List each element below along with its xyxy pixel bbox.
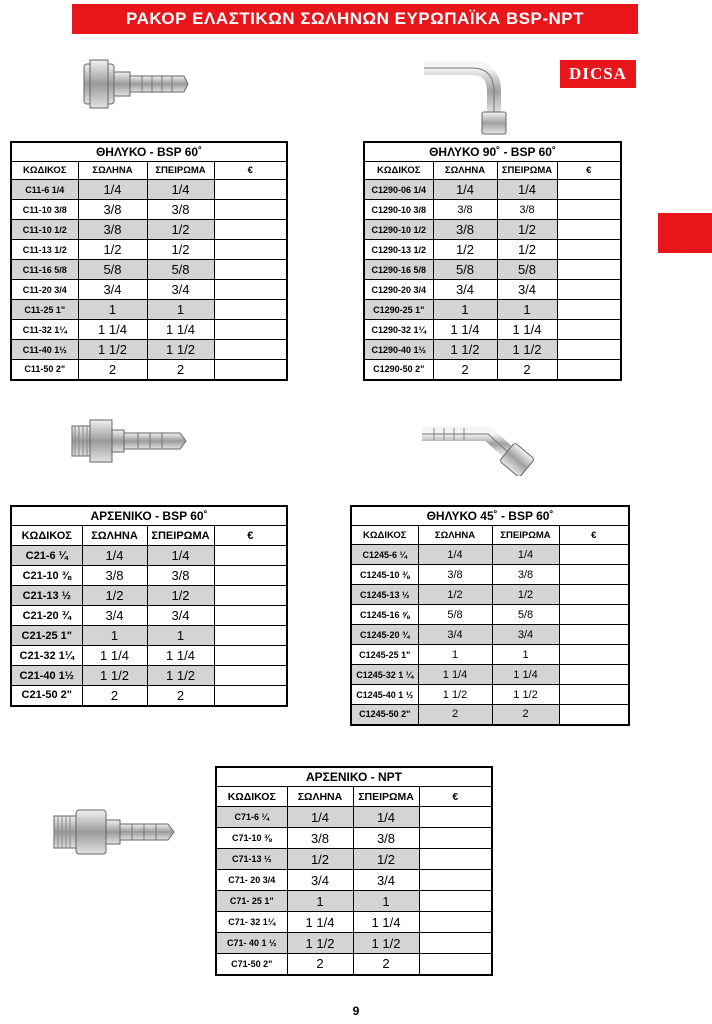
- col-header-price: €: [214, 526, 287, 546]
- row-price: [559, 665, 629, 685]
- col-header-code: ΚΩΔΙΚΟΣ: [351, 526, 418, 545]
- table-row: [364, 340, 621, 360]
- table-row: [351, 605, 629, 625]
- row-price: [419, 933, 492, 954]
- row-code: C1290-13 1/2: [364, 240, 433, 260]
- row-code: C1245-20 ¾: [351, 625, 418, 645]
- col-header-thread: ΣΠΕΙΡΩΜΑ: [497, 162, 557, 180]
- row-hose: 1/2: [287, 849, 353, 870]
- row-thread: 5/8: [492, 605, 559, 625]
- table-row: [11, 586, 287, 606]
- female-45-bsp-table: [350, 505, 630, 726]
- row-code: C1290-50 2": [364, 360, 433, 380]
- row-hose: 1: [287, 891, 353, 912]
- row-hose: 3/8: [433, 220, 497, 240]
- female-bsp-fitting-image: [80, 58, 190, 110]
- female-45-fitting-image: [418, 420, 534, 476]
- row-hose: 1/2: [418, 585, 492, 605]
- row-hose: 3/8: [418, 565, 492, 585]
- table-row: [11, 260, 287, 280]
- table-row: [216, 807, 492, 828]
- row-code: C1245-13 ½: [351, 585, 418, 605]
- col-header-code: ΚΩΔΙΚΟΣ: [216, 787, 287, 807]
- row-code: C1290-25 1": [364, 300, 433, 320]
- row-hose: 2: [418, 705, 492, 725]
- row-hose: 3/8: [82, 566, 147, 586]
- row-price: [214, 300, 287, 320]
- table-row: [216, 870, 492, 891]
- row-thread: 1 1/2: [353, 933, 419, 954]
- col-header-thread: ΣΠΕΙΡΩΜΑ: [147, 162, 214, 180]
- row-hose: 5/8: [78, 260, 147, 280]
- row-code: C1245-25 1": [351, 645, 418, 665]
- row-hose: 1: [82, 626, 147, 646]
- row-price: [557, 340, 621, 360]
- row-hose: 2: [82, 686, 147, 706]
- row-hose: 1 1/4: [82, 646, 147, 666]
- table-row: [364, 360, 621, 380]
- table-row: [351, 545, 629, 565]
- row-hose: 1 1/2: [82, 666, 147, 686]
- row-price: [557, 280, 621, 300]
- col-header-thread: ΣΠΕΙΡΩΜΑ: [353, 787, 419, 807]
- row-code: C1290-10 3/8: [364, 200, 433, 220]
- row-hose: 1/2: [78, 240, 147, 260]
- table-row: [11, 280, 287, 300]
- table-row: [216, 954, 492, 975]
- row-hose: 1: [78, 300, 147, 320]
- table-row: [364, 240, 621, 260]
- row-price: [214, 686, 287, 706]
- col-header-price: €: [557, 162, 621, 180]
- table-row: [11, 200, 287, 220]
- row-hose: 1/2: [433, 240, 497, 260]
- table-row: [11, 320, 287, 340]
- row-thread: 1 1/4: [353, 912, 419, 933]
- row-hose: 2: [78, 360, 147, 380]
- row-price: [214, 180, 287, 200]
- col-header-hose: ΣΩΛΗΝΑ: [82, 526, 147, 546]
- col-header-thread: ΣΠΕΙΡΩΜΑ: [492, 526, 559, 545]
- row-price: [559, 625, 629, 645]
- row-code: C21-20 ¾: [11, 606, 82, 626]
- row-price: [557, 180, 621, 200]
- row-price: [557, 300, 621, 320]
- row-code: C1290-32 1¼: [364, 320, 433, 340]
- row-code: C71- 40 1 ½: [216, 933, 287, 954]
- row-thread: 3/8: [353, 828, 419, 849]
- row-hose: 3/4: [418, 625, 492, 645]
- row-code: C71- 32 1¼: [216, 912, 287, 933]
- table-row: [11, 666, 287, 686]
- table-row: [351, 645, 629, 665]
- female-90-bsp-table: [363, 141, 622, 381]
- row-thread: 3/4: [147, 606, 214, 626]
- row-thread: 1 1/4: [147, 320, 214, 340]
- row-hose: 1: [418, 645, 492, 665]
- row-thread: 1/2: [497, 220, 557, 240]
- row-hose: 1 1/4: [418, 665, 492, 685]
- row-price: [214, 626, 287, 646]
- page-title: ΡΑΚΟΡ ΕΛΑΣΤΙΚΩΝ ΣΩΛΗΝΩΝ ΕΥΡΩΠΑΪΚΑ BSP-NPT: [72, 4, 638, 34]
- row-price: [214, 606, 287, 626]
- row-thread: 1 1/4: [492, 665, 559, 685]
- table-row: [11, 240, 287, 260]
- row-code: C11-32 1¼: [11, 320, 78, 340]
- table-row: [364, 320, 621, 340]
- row-hose: 1/4: [418, 545, 492, 565]
- male-bsp-fitting-image: [70, 418, 188, 464]
- row-thread: 5/8: [147, 260, 214, 280]
- row-price: [557, 360, 621, 380]
- col-header-hose: ΣΩΛΗΝΑ: [287, 787, 353, 807]
- col-header-code: ΚΩΔΙΚΟΣ: [11, 526, 82, 546]
- row-thread: 1: [353, 891, 419, 912]
- row-code: C71-13 ½: [216, 849, 287, 870]
- row-code: C1245-50 2": [351, 705, 418, 725]
- row-hose: 1/2: [82, 586, 147, 606]
- row-price: [419, 912, 492, 933]
- row-price: [557, 220, 621, 240]
- table-row: [11, 360, 287, 380]
- row-code: C11-16 5/8: [11, 260, 78, 280]
- row-price: [214, 280, 287, 300]
- table-row: [364, 300, 621, 320]
- row-thread: 1/2: [497, 240, 557, 260]
- row-thread: 3/4: [353, 870, 419, 891]
- row-thread: 1/2: [147, 586, 214, 606]
- row-thread: 1 1/2: [147, 340, 214, 360]
- table-row: [216, 891, 492, 912]
- row-price: [557, 320, 621, 340]
- table-row: [351, 685, 629, 705]
- row-thread: 3/4: [497, 280, 557, 300]
- row-thread: 1/4: [353, 807, 419, 828]
- row-thread: 1/4: [492, 545, 559, 565]
- row-thread: 1/4: [147, 180, 214, 200]
- col-header-code: ΚΩΔΙΚΟΣ: [11, 162, 78, 180]
- row-price: [559, 545, 629, 565]
- row-hose: 1/4: [78, 180, 147, 200]
- row-thread: 2: [497, 360, 557, 380]
- row-code: C11-40 1½: [11, 340, 78, 360]
- row-hose: 1/4: [287, 807, 353, 828]
- row-code: C1245-10 ⅜: [351, 565, 418, 585]
- row-code: C21-10 ⅜: [11, 566, 82, 586]
- table-row: [11, 626, 287, 646]
- row-code: C71-6 ¼: [216, 807, 287, 828]
- row-code: C11-20 3/4: [11, 280, 78, 300]
- row-hose: 1 1/2: [287, 933, 353, 954]
- table-row: [351, 705, 629, 725]
- male-npt-fitting-image: [50, 808, 178, 856]
- table-row: [351, 665, 629, 685]
- row-thread: 5/8: [497, 260, 557, 280]
- col-header-price: €: [419, 787, 492, 807]
- row-price: [214, 546, 287, 566]
- row-hose: 2: [287, 954, 353, 975]
- row-thread: 3/8: [147, 200, 214, 220]
- row-thread: 1: [147, 626, 214, 646]
- row-code: C11-25 1": [11, 300, 78, 320]
- table-row: [11, 606, 287, 626]
- row-price: [214, 320, 287, 340]
- row-code: C1290-16 5/8: [364, 260, 433, 280]
- row-code: C21-6 ¼: [11, 546, 82, 566]
- row-code: C1245-32 1 ¼: [351, 665, 418, 685]
- row-price: [419, 849, 492, 870]
- page-number: 9: [352, 1004, 360, 1018]
- table-row: [216, 828, 492, 849]
- row-thread: 1/4: [147, 546, 214, 566]
- row-thread: 3/8: [492, 565, 559, 585]
- row-hose: 5/8: [433, 260, 497, 280]
- row-price: [214, 220, 287, 240]
- col-header-price: €: [214, 162, 287, 180]
- row-price: [557, 260, 621, 280]
- row-hose: 3/8: [78, 220, 147, 240]
- row-thread: 1/2: [492, 585, 559, 605]
- row-code: C1290-20 3/4: [364, 280, 433, 300]
- side-tab-marker: [658, 213, 712, 253]
- row-hose: 1/4: [433, 180, 497, 200]
- row-price: [419, 891, 492, 912]
- table-row: [11, 646, 287, 666]
- row-code: C71- 20 3/4: [216, 870, 287, 891]
- row-hose: 3/4: [433, 280, 497, 300]
- row-thread: 1/2: [147, 220, 214, 240]
- row-thread: 2: [147, 686, 214, 706]
- row-thread: 1 1/2: [147, 666, 214, 686]
- row-code: C11-10 3/8: [11, 200, 78, 220]
- male-bsp-table: [10, 505, 288, 707]
- row-thread: 2: [353, 954, 419, 975]
- row-thread: 1/2: [353, 849, 419, 870]
- row-code: C21-25 1": [11, 626, 82, 646]
- row-hose: 1 1/2: [433, 340, 497, 360]
- row-price: [214, 646, 287, 666]
- row-price: [557, 240, 621, 260]
- table-row: [11, 546, 287, 566]
- row-code: C1290-06 1/4: [364, 180, 433, 200]
- table-row: [364, 260, 621, 280]
- row-price: [419, 954, 492, 975]
- row-code: C21-40 1½: [11, 666, 82, 686]
- table-row: [11, 566, 287, 586]
- table-title: ΘΗΛΥΚΟ - BSP 60˚: [11, 142, 287, 162]
- row-code: C1245-16 ⅝: [351, 605, 418, 625]
- row-thread: 1/4: [497, 180, 557, 200]
- row-thread: 1 1/4: [497, 320, 557, 340]
- row-thread: 1: [492, 645, 559, 665]
- col-header-code: ΚΩΔΙΚΟΣ: [364, 162, 433, 180]
- row-thread: 3/4: [492, 625, 559, 645]
- row-price: [214, 240, 287, 260]
- table-row: [11, 180, 287, 200]
- row-hose: 1: [433, 300, 497, 320]
- row-hose: 3/8: [433, 200, 497, 220]
- row-price: [559, 705, 629, 725]
- row-hose: 1 1/4: [78, 320, 147, 340]
- row-code: C1290-40 1½: [364, 340, 433, 360]
- row-hose: 5/8: [418, 605, 492, 625]
- row-code: C11-13 1/2: [11, 240, 78, 260]
- table-row: [351, 585, 629, 605]
- row-hose: 3/4: [287, 870, 353, 891]
- row-code: C11-6 1/4: [11, 180, 78, 200]
- male-npt-table: [215, 766, 493, 976]
- row-price: [214, 566, 287, 586]
- row-hose: 3/4: [82, 606, 147, 626]
- col-header-price: €: [559, 526, 629, 545]
- row-thread: 1: [497, 300, 557, 320]
- row-thread: 2: [492, 705, 559, 725]
- row-hose: 2: [433, 360, 497, 380]
- row-price: [559, 645, 629, 665]
- row-price: [559, 685, 629, 705]
- brand-logo: DICSA: [560, 60, 636, 88]
- row-price: [214, 360, 287, 380]
- row-price: [419, 828, 492, 849]
- row-hose: 1/4: [82, 546, 147, 566]
- table-row: [364, 220, 621, 240]
- row-thread: 1/2: [147, 240, 214, 260]
- row-code: C71- 25 1": [216, 891, 287, 912]
- row-price: [419, 807, 492, 828]
- row-price: [557, 200, 621, 220]
- row-price: [214, 666, 287, 686]
- row-price: [419, 870, 492, 891]
- table-row: [11, 300, 287, 320]
- table-row: [364, 280, 621, 300]
- row-thread: 3/8: [147, 566, 214, 586]
- row-code: C1245-40 1 ½: [351, 685, 418, 705]
- table-row: [351, 625, 629, 645]
- row-thread: 1 1/4: [147, 646, 214, 666]
- row-hose: 1 1/2: [418, 685, 492, 705]
- row-code: C1290-10 1/2: [364, 220, 433, 240]
- row-price: [559, 565, 629, 585]
- col-header-hose: ΣΩΛΗΝΑ: [433, 162, 497, 180]
- row-hose: 3/8: [78, 200, 147, 220]
- row-thread: 3/4: [147, 280, 214, 300]
- row-code: C21-32 1¼: [11, 646, 82, 666]
- row-price: [214, 340, 287, 360]
- row-hose: 1 1/4: [433, 320, 497, 340]
- row-thread: 1 1/2: [492, 685, 559, 705]
- col-header-thread: ΣΠΕΙΡΩΜΑ: [147, 526, 214, 546]
- row-hose: 3/4: [78, 280, 147, 300]
- table-row: [364, 200, 621, 220]
- row-price: [214, 586, 287, 606]
- table-row: [364, 180, 621, 200]
- col-header-hose: ΣΩΛΗΝΑ: [418, 526, 492, 545]
- col-header-hose: ΣΩΛΗΝΑ: [78, 162, 147, 180]
- row-thread: 1 1/2: [497, 340, 557, 360]
- row-hose: 1 1/4: [287, 912, 353, 933]
- female-90-fitting-image: [420, 58, 520, 138]
- female-bsp-table: [10, 141, 288, 381]
- row-price: [559, 605, 629, 625]
- row-price: [214, 200, 287, 220]
- row-code: C1245-6 ¼: [351, 545, 418, 565]
- row-code: C21-13 ½: [11, 586, 82, 606]
- row-code: C71-10 ⅜: [216, 828, 287, 849]
- row-hose: 1 1/2: [78, 340, 147, 360]
- table-title: ΑΡΣΕΝΙΚΟ - NPT: [216, 767, 492, 787]
- table-row: [11, 220, 287, 240]
- table-title: ΑΡΣΕΝΙΚΟ - BSP 60˚: [11, 506, 287, 526]
- table-row: [11, 340, 287, 360]
- row-thread: 1: [147, 300, 214, 320]
- table-title: ΘΗΛΥΚΟ 45˚ - BSP 60˚: [351, 506, 629, 526]
- row-code: C11-10 1/2: [11, 220, 78, 240]
- row-code: C11-50 2": [11, 360, 78, 380]
- row-price: [214, 260, 287, 280]
- row-hose: 3/8: [287, 828, 353, 849]
- row-price: [559, 585, 629, 605]
- row-thread: 2: [147, 360, 214, 380]
- table-row: [216, 912, 492, 933]
- row-thread: 3/8: [497, 200, 557, 220]
- table-title: ΘΗΛΥΚΟ 90˚ - BSP 60˚: [364, 142, 621, 162]
- table-row: [216, 849, 492, 870]
- table-row: [351, 565, 629, 585]
- row-code: C21-50 2": [11, 686, 82, 706]
- row-code: C71-50 2": [216, 954, 287, 975]
- table-row: [216, 933, 492, 954]
- table-row: [11, 686, 287, 706]
